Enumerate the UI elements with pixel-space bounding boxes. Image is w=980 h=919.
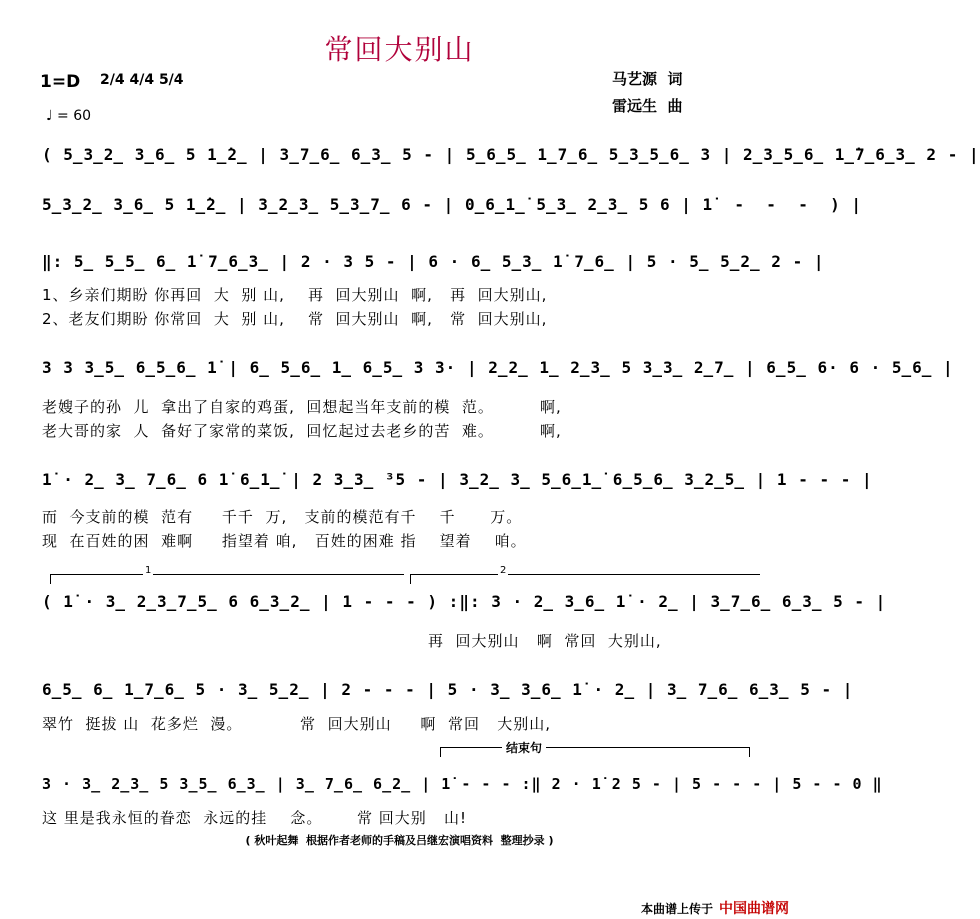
score-row-7: 6̲5̲ 6̲ 1̲7̲6̲ 5 · 3̲ 5̲2̲ | 2 - - - | 5 · 3̲ 3̲6̲ 1̇ · 2̲ | 3̲ 7̲6̲ 6̲3̲ 5 - | <box>42 680 854 699</box>
composer-credit: 雷远生 曲 <box>612 97 683 115</box>
volta-1-label: 1 <box>145 565 152 576</box>
lyricist-credit: 马艺源 词 <box>612 70 683 88</box>
lyrics-row-3-verse-1: 1、乡亲们期盼 你再回 大 别 山, 再 回大别山 啊, 再 回大别山, <box>42 286 548 304</box>
key-signature: 1=D <box>40 72 81 92</box>
tempo-marking: ♩ = 60 <box>46 108 92 124</box>
lyrics-row-5-verse-2: 现 在百姓的困 难啊 指望着 咱, 百姓的困难 指 望着 咱。 <box>42 532 527 550</box>
time-signatures: 2/4 4/4 5/4 <box>100 72 184 88</box>
volta-bracket-2 <box>410 574 760 575</box>
coda-bracket-start <box>440 747 441 757</box>
lyrics-row-4-verse-1: 老嫂子的孙 儿 拿出了自家的鸡蛋, 回想起当年支前的模 范。 啊, <box>42 398 562 416</box>
score-row-5: 1̇ · 2̲ 3̲ 7̲6̲ 6 1̇ 6̲1̲̇ | 2 3̲3̲ ³5 - | 3̲2̲ 3̲ 5̲6̲1̲̇ 6̲5̲6̲ 3̲2̲5̲ | 1 - - - | <box>42 470 873 489</box>
transcription-note: ( 秋叶起舞 根据作者老师的手稿及吕继宏演唱资料 整理抄录 ) <box>245 834 554 847</box>
volta-bracket-2-start <box>410 574 411 584</box>
score-row-1: ( 5̲3̲2̲ 3̲6̲ 5 1̲̇2̲ | 3̲7̲6̲ 6̲3̲ 5 - | 5̲6̲5̲ 1̲7̲6̲ 5̲3̲5̲6̲ 3 | 2̲3̲5̲6̲ 1̲̇7̲6̲3̲ 2 - | <box>42 145 980 164</box>
coda-bracket <box>440 747 750 748</box>
score-row-3: ‖: 5̲ 5̲5̲ 6̲ 1̇ 7̲6̲3̲ | 2 · 3 5 - | 6 · 6̲ 5̲3̲ 1̇ 7̲6̲ | 5 · 5̲ 5̲2̲ 2 - | <box>42 252 825 271</box>
coda-bracket-end <box>749 747 750 757</box>
site-logo[interactable]: 中国曲谱网 <box>719 901 789 917</box>
page-title: 常回大别山 <box>324 33 475 66</box>
volta-bracket-1-start <box>50 574 51 584</box>
lyrics-row-4-verse-2: 老大哥的家 人 备好了家常的菜饭, 回忆起过去老乡的苦 难。 啊, <box>42 422 562 440</box>
upload-credit <box>641 898 789 918</box>
lyrics-row-3-verse-2: 2、老友们期盼 你常回 大 别 山, 常 回大别山 啊, 常 回大别山, <box>42 310 548 328</box>
score-row-4: 3 3 3̲5̲ 6̲5̲6̲ 1̇ | 6̲ 5̲6̲ 1̲ 6̲5̲ 3 3· | 2̲2̲ 1̲ 2̲3̲ 5 3̲3̲ 2̲7̲ | 6̲5̲ 6· 6 · 5̲6̲ | <box>42 358 954 377</box>
volta-2-label: 2 <box>500 565 507 576</box>
lyrics-row-5-verse-1: 而 今支前的模 范有 千千 万, 支前的模范有千 千 万。 <box>42 508 523 526</box>
lyrics-row-7: 翠竹 挺拔 山 花多烂 漫。 常 回大别山 啊 常回 大别山, <box>42 715 552 733</box>
lyrics-row-8: 这 里是我永恒的眷恋 永远的挂 念。 常 回大别 山! <box>42 809 468 827</box>
lyrics-row-6: 再 回大别山 啊 常回 大别山, <box>428 632 662 650</box>
volta-bracket-1 <box>50 574 404 575</box>
score-row-8: 3 · 3̲ 2̲3̲ 5 3̲5̲ 6̲3̲ | 3̲ 7̲6̲ 6̲2̲ | 1̇ - - - :‖ 2 · 1̇ 2 5 - | 5 - - - | 5 - - 0 ‖ <box>42 775 883 793</box>
upload-text: 本曲谱上传于 <box>640 902 713 916</box>
score-row-2: 5̲3̲2̲ 3̲6̲ 5 1̲̇2̲ | 3̲2̲3̲ 5̲3̲7̲ 6 - | 0̲6̲1̲̇ 5̲3̲ 2̲3̲ 5 6 | 1̇ - - - ) | <box>42 195 862 214</box>
score-row-6: ( 1̇ · 3̲ 2̲3̲7̲5̲ 6 6̲3̲2̲ | 1 - - - ) :‖: 3 · 2̲ 3̲6̲ 1̇ · 2̲ | 3̲7̲6̲ 6̲3̲ 5 - | <box>42 592 887 611</box>
coda-label: 结束句 <box>502 739 546 756</box>
